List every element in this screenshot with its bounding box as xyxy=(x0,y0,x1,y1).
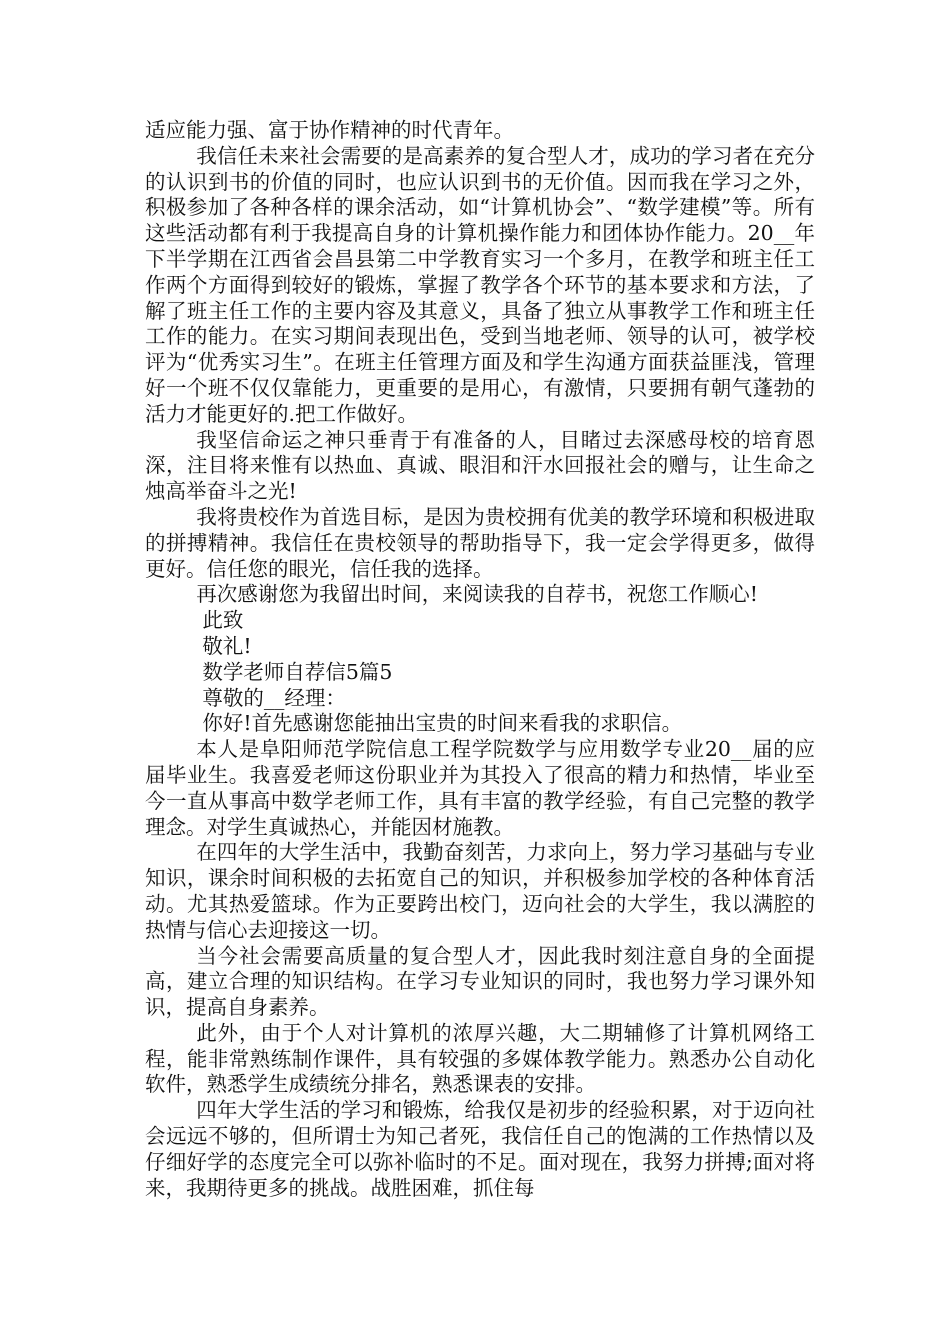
paragraph-computer-skills: 此外，由于个人对计算机的浓厚兴趣，大二期辅修了计算机网络工程，能非常熟练制作课件，具有较强的多媒体教学能力。熟悉办公自动化软件，熟悉学生成绩统分排名，熟悉课表的安排。 xyxy=(145,1020,815,1097)
paragraph-university-life: 在四年的大学生活中，我勤奋刻苦，力求向上，努力学习基础与专业知识，课余时间积极的去拓宽自己的知识，并积极参加学校的各种体育活动。尤其热爱篮球。作为正要跨出校门，迈向社会的大学生，我以满腔的热情与信心去迎接这一切。 xyxy=(145,840,815,942)
paragraph-activities-internship: 我信任未来社会需要的是高素养的复合型人才，成功的学习者在充分的认识到书的价值的同时，也应认识到书的无价值。因而我在学习之外，积极参加了各种各样的课余活动，如“计算机协会”、“数学建模”等。所有这些活动都有利于我提高自身的计算机操作能力和团体协作能力。20__年下半学期在江西省会昌县第二中学教育实习一个多月，在教学和班主任工作两个方面得到较好的锻炼，掌握了教学各个环节的基本要求和方法，了解了班主任工作的主要内容及其意义，具备了独立从事教学工作和班主任工作的能力。在实习期间表现出色，受到当地老师、领导的认可，被学校评为“优秀实习生”。在班主任管理方面及和学生沟通方面获益匪浅，管理好一个班不仅仅靠能力，更重要的是用心，有激情，只要拥有朝气蓬勃的活力才能更好的.把工作做好。 xyxy=(145,143,815,426)
section-heading: 数学老师自荐信5篇5 xyxy=(202,659,393,684)
greeting-opening: 你好!首先感谢您能抽出宝贵的时间来看我的求职信。 xyxy=(202,711,683,736)
paragraph-gratitude-alma-mater: 我坚信命运之神只垂青于有准备的人，目睹过去深感母校的培育恩深，注目将来惟有以热血、真诚、眼泪和汗水回报社会的赠与，让生命之烛高举奋斗之光! xyxy=(145,427,815,504)
document-page xyxy=(145,118,815,1201)
paragraph-introduction: 本人是阜阳师范学院信息工程学院数学与应用数学专业20__届的应届毕业生。我喜爱老师这份职业并为其投入了很高的精力和热情，毕业至今一直从事高中数学老师工作，具有丰富的教学经验，有自己完整的教学理念。对学生真诚热心，并能因材施教。 xyxy=(145,737,815,839)
paragraph-thanks: 再次感谢您为我留出时间，来阅读我的自荐书，祝您工作顺心! xyxy=(196,582,758,607)
salutation-jingli: 敬礼! xyxy=(202,633,252,658)
paragraph-target-school: 我将贵校作为首选目标，是因为贵校拥有优美的教学环境和积极进取的拼搏精神。我信任在贵校领导的帮助指导下，我一定会学得更多，做得更好。信任您的眼光，信任我的选择。 xyxy=(145,504,815,581)
paragraph-four-years: 四年大学生活的学习和锻炼，给我仅是初步的经验积累，对于迈向社会远远不够的，但所谓士为知己者死，我信任自己的饱满的工作热情以及仔细好学的态度完全可以弥补临时的不足。面对现在，我努力拼搏;面对将来，我期待更多的挑战。战胜困难，抓住每 xyxy=(145,1098,815,1200)
salutation-cizhi: 此致 xyxy=(202,608,244,633)
paragraph-self-improvement: 当今社会需要高质量的复合型人才，因此我时刻注意自身的全面提高，建立合理的知识结构。在学习专业知识的同时，我也努力学习课外知识，提高自身素养。 xyxy=(145,943,815,1020)
paragraph-closing-line: 适应能力强、富于协作精神的时代青年。 xyxy=(145,118,514,142)
greeting-addressee: 尊敬的__经理： xyxy=(202,685,346,710)
